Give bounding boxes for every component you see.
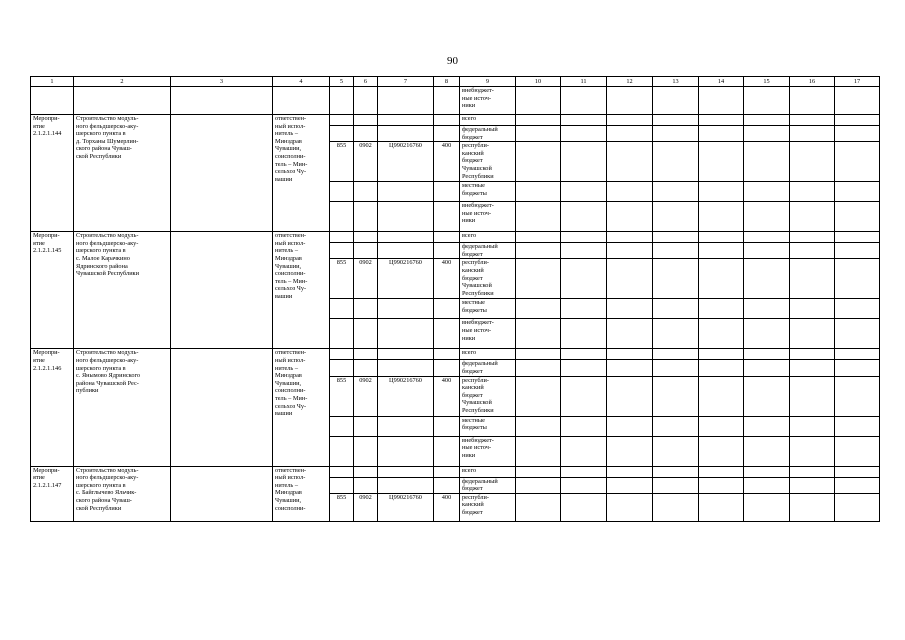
csr-code: Ц990216760 xyxy=(378,376,434,416)
event-title: Строительство модуль- ного фельдшерско-аку- шерского пункта в с. Янымово Ядринского района Чувашской Рес- публики xyxy=(74,349,171,466)
empty-cell xyxy=(74,87,171,115)
empty-cell xyxy=(330,477,354,493)
empty-cell xyxy=(744,232,790,243)
empty-cell xyxy=(835,182,880,202)
column-header: 2 xyxy=(74,77,171,87)
rzpr-code: 0902 xyxy=(354,493,378,521)
empty-cell xyxy=(561,466,607,477)
empty-cell xyxy=(516,493,561,521)
empty-cell xyxy=(516,319,561,349)
empty-cell xyxy=(434,232,460,243)
event-code: Меропри- ятие 2.1.2.1.147 xyxy=(31,466,74,521)
empty-cell xyxy=(653,436,699,466)
empty-cell xyxy=(744,202,790,232)
rzpr-code: 0902 xyxy=(354,376,378,416)
empty-cell xyxy=(561,126,607,142)
empty-cell xyxy=(835,349,880,360)
column-header: 7 xyxy=(378,77,434,87)
empty-cell xyxy=(378,126,434,142)
funding-source: всего xyxy=(460,349,516,360)
empty-cell xyxy=(790,466,835,477)
empty-cell xyxy=(378,477,434,493)
empty-cell xyxy=(354,349,378,360)
empty-cell xyxy=(607,202,653,232)
funding-source: республи- канский бюджет Чувашской Республики xyxy=(460,376,516,416)
empty-cell xyxy=(516,259,561,299)
empty-cell xyxy=(607,126,653,142)
grbs-code: 855 xyxy=(330,259,354,299)
empty-cell xyxy=(653,87,699,115)
empty-cell xyxy=(31,87,74,115)
empty-cell xyxy=(653,493,699,521)
empty-cell xyxy=(790,477,835,493)
vr-code: 400 xyxy=(434,259,460,299)
empty-cell xyxy=(434,436,460,466)
empty-cell xyxy=(607,182,653,202)
empty-cell xyxy=(653,376,699,416)
empty-cell xyxy=(699,182,744,202)
empty-cell xyxy=(790,202,835,232)
empty-cell xyxy=(561,493,607,521)
empty-cell xyxy=(835,416,880,436)
empty-cell xyxy=(378,243,434,259)
empty-cell xyxy=(561,376,607,416)
event-title: Строительство модуль- ного фельдшерско-аку- шерского пункта в д. Торханы Шумерлин- ского района Чуваш- ской Республики xyxy=(74,115,171,232)
funding-source: внебюджет- ные источ- ники xyxy=(460,436,516,466)
empty-cell xyxy=(835,115,880,126)
empty-cell xyxy=(744,319,790,349)
empty-cell xyxy=(330,416,354,436)
empty-cell xyxy=(835,259,880,299)
empty-cell xyxy=(330,115,354,126)
empty-cell xyxy=(354,466,378,477)
empty-cell xyxy=(607,360,653,376)
empty-cell xyxy=(699,436,744,466)
empty-cell xyxy=(790,115,835,126)
empty-cell xyxy=(561,319,607,349)
empty-cell xyxy=(330,243,354,259)
empty-cell xyxy=(699,416,744,436)
column-header: 14 xyxy=(699,77,744,87)
empty-cell xyxy=(653,232,699,243)
empty-cell xyxy=(561,436,607,466)
empty-cell xyxy=(790,243,835,259)
empty-cell xyxy=(744,416,790,436)
empty-cell xyxy=(378,202,434,232)
empty-cell xyxy=(699,232,744,243)
empty-cell xyxy=(744,466,790,477)
executor: ответствен- ный испол- нитель – Минздрав Чувашии, соисполни- xyxy=(273,466,330,521)
empty-cell xyxy=(699,126,744,142)
column-header: 15 xyxy=(744,77,790,87)
empty-cell xyxy=(516,360,561,376)
funding-source: всего xyxy=(460,466,516,477)
empty-cell xyxy=(330,182,354,202)
empty-cell xyxy=(378,349,434,360)
column-header: 8 xyxy=(434,77,460,87)
empty-cell xyxy=(653,477,699,493)
empty-cell xyxy=(434,115,460,126)
empty-cell xyxy=(653,349,699,360)
event-title: Строительство модуль- ного фельдшерско-аку- шерского пункта в с. Малое Карачкино Ядринского района Чувашской Республики xyxy=(74,232,171,349)
empty-cell xyxy=(330,299,354,319)
column-header: 12 xyxy=(607,77,653,87)
empty-cell xyxy=(835,477,880,493)
empty-cell xyxy=(516,182,561,202)
empty-cell xyxy=(273,87,330,115)
empty-cell xyxy=(607,115,653,126)
empty-cell xyxy=(653,115,699,126)
empty-cell xyxy=(378,416,434,436)
column-header: 4 xyxy=(273,77,330,87)
empty-cell xyxy=(607,142,653,182)
empty-cell xyxy=(516,376,561,416)
empty-cell xyxy=(835,87,880,115)
empty-cell xyxy=(744,182,790,202)
empty-cell xyxy=(835,436,880,466)
column-header: 6 xyxy=(354,77,378,87)
empty-cell xyxy=(516,349,561,360)
empty-cell xyxy=(354,232,378,243)
grbs-code: 855 xyxy=(330,376,354,416)
funding-source: республи- канский бюджет xyxy=(460,493,516,521)
empty-cell xyxy=(653,243,699,259)
empty-cell xyxy=(561,142,607,182)
empty-cell xyxy=(835,299,880,319)
funding-source: местные бюджеты xyxy=(460,182,516,202)
empty-cell xyxy=(354,115,378,126)
empty-cell xyxy=(171,232,273,349)
empty-cell xyxy=(516,243,561,259)
empty-cell xyxy=(653,466,699,477)
empty-cell xyxy=(790,436,835,466)
empty-cell xyxy=(378,115,434,126)
column-header: 13 xyxy=(653,77,699,87)
empty-cell xyxy=(561,299,607,319)
empty-cell xyxy=(561,182,607,202)
empty-cell xyxy=(835,126,880,142)
vr-code: 400 xyxy=(434,376,460,416)
empty-cell xyxy=(354,436,378,466)
empty-cell xyxy=(744,376,790,416)
empty-cell xyxy=(330,436,354,466)
empty-cell xyxy=(561,243,607,259)
csr-code: Ц990216760 xyxy=(378,493,434,521)
empty-cell xyxy=(835,142,880,182)
empty-cell xyxy=(354,299,378,319)
column-header: 9 xyxy=(460,77,516,87)
column-header: 17 xyxy=(835,77,880,87)
empty-cell xyxy=(434,466,460,477)
empty-cell xyxy=(607,376,653,416)
empty-cell xyxy=(744,349,790,360)
empty-cell xyxy=(607,477,653,493)
empty-cell xyxy=(744,115,790,126)
empty-cell xyxy=(434,182,460,202)
empty-cell xyxy=(171,115,273,232)
empty-cell xyxy=(744,493,790,521)
empty-cell xyxy=(744,126,790,142)
funding-source: всего xyxy=(460,115,516,126)
empty-cell xyxy=(330,360,354,376)
funding-source: внебюджет- ные источ- ники xyxy=(460,202,516,232)
empty-cell xyxy=(607,349,653,360)
empty-cell xyxy=(653,319,699,349)
empty-cell xyxy=(171,349,273,466)
empty-cell xyxy=(330,349,354,360)
empty-cell xyxy=(699,477,744,493)
empty-cell xyxy=(434,416,460,436)
empty-cell xyxy=(434,126,460,142)
table-row xyxy=(31,466,880,477)
empty-cell xyxy=(516,436,561,466)
event-title: Строительство модуль- ного фельдшерско-аку- шерского пункта в с. Байглычево Яльчик- ского района Чуваш- ской Республики xyxy=(74,466,171,521)
empty-cell xyxy=(653,142,699,182)
empty-cell xyxy=(835,243,880,259)
empty-cell xyxy=(699,202,744,232)
empty-cell xyxy=(790,182,835,202)
vr-code: 400 xyxy=(434,142,460,182)
empty-cell xyxy=(434,243,460,259)
empty-cell xyxy=(516,299,561,319)
empty-cell xyxy=(653,416,699,436)
grbs-code: 855 xyxy=(330,493,354,521)
vr-code: 400 xyxy=(434,493,460,521)
empty-cell xyxy=(744,142,790,182)
empty-cell xyxy=(607,319,653,349)
csr-code: Ц990216760 xyxy=(378,142,434,182)
empty-cell xyxy=(744,299,790,319)
empty-cell xyxy=(516,232,561,243)
empty-cell xyxy=(653,299,699,319)
empty-cell xyxy=(790,360,835,376)
empty-cell xyxy=(354,416,378,436)
empty-cell xyxy=(561,416,607,436)
executor: ответствен- ный испол- нитель – Минздрав Чувашии, соисполни- тель – Мин- сельхоз Чу- вашии xyxy=(273,232,330,349)
empty-cell xyxy=(561,202,607,232)
event-code: Меропри- ятие 2.1.2.1.146 xyxy=(31,349,74,466)
empty-cell xyxy=(835,360,880,376)
empty-cell xyxy=(561,87,607,115)
empty-cell xyxy=(835,232,880,243)
empty-cell xyxy=(790,142,835,182)
funding-source: федеральный бюджет xyxy=(460,360,516,376)
empty-cell xyxy=(561,360,607,376)
event-code: Меропри- ятие 2.1.2.1.145 xyxy=(31,232,74,349)
empty-cell xyxy=(790,416,835,436)
empty-cell xyxy=(607,87,653,115)
empty-cell xyxy=(516,126,561,142)
executor: ответствен- ный испол- нитель – Минздрав Чувашии, соисполни- тель – Мин- сельхоз Чу- вашии xyxy=(273,115,330,232)
page-number: 90 xyxy=(447,55,458,67)
empty-cell xyxy=(653,259,699,299)
table-row xyxy=(31,349,880,360)
empty-cell xyxy=(835,319,880,349)
empty-cell xyxy=(835,202,880,232)
column-header: 3 xyxy=(171,77,273,87)
empty-cell xyxy=(516,87,561,115)
empty-cell xyxy=(699,376,744,416)
empty-cell xyxy=(171,466,273,521)
empty-cell xyxy=(561,115,607,126)
empty-cell xyxy=(699,466,744,477)
funding-source: республи- канский бюджет Чувашской Республики xyxy=(460,142,516,182)
table-row xyxy=(31,232,880,243)
empty-cell xyxy=(354,182,378,202)
empty-cell xyxy=(378,299,434,319)
header-row xyxy=(31,77,880,87)
empty-cell xyxy=(744,87,790,115)
funding-source: республи- канский бюджет Чувашской Республики xyxy=(460,259,516,299)
empty-cell xyxy=(434,319,460,349)
empty-cell xyxy=(434,360,460,376)
empty-cell xyxy=(699,299,744,319)
table-row xyxy=(31,115,880,126)
event-code: Меропри- ятие 2.1.2.1.144 xyxy=(31,115,74,232)
empty-cell xyxy=(434,299,460,319)
empty-cell xyxy=(607,416,653,436)
empty-cell xyxy=(607,243,653,259)
empty-cell xyxy=(744,477,790,493)
empty-cell xyxy=(378,360,434,376)
executor: ответствен- ный испол- нитель – Минздрав Чувашии, соисполни- тель – Мин- сельхоз Чу- вашии xyxy=(273,349,330,466)
empty-cell xyxy=(653,202,699,232)
empty-cell xyxy=(790,376,835,416)
empty-cell xyxy=(699,87,744,115)
empty-cell xyxy=(561,259,607,299)
empty-cell xyxy=(607,466,653,477)
csr-code: Ц990216760 xyxy=(378,259,434,299)
empty-cell xyxy=(699,493,744,521)
empty-cell xyxy=(744,259,790,299)
empty-cell xyxy=(607,299,653,319)
empty-cell xyxy=(516,466,561,477)
empty-cell xyxy=(330,202,354,232)
empty-cell xyxy=(378,436,434,466)
empty-cell xyxy=(516,477,561,493)
empty-cell xyxy=(835,376,880,416)
empty-cell xyxy=(790,232,835,243)
funding-source: федеральный бюджет xyxy=(460,243,516,259)
empty-cell xyxy=(699,349,744,360)
funding-source: внебюджет- ные источ- ники xyxy=(460,319,516,349)
empty-cell xyxy=(790,126,835,142)
empty-cell xyxy=(330,232,354,243)
funding-source: внебюджет- ные источ- ники xyxy=(460,87,516,115)
empty-cell xyxy=(434,202,460,232)
empty-cell xyxy=(653,360,699,376)
empty-cell xyxy=(607,259,653,299)
column-header: 11 xyxy=(561,77,607,87)
empty-cell xyxy=(561,349,607,360)
empty-cell xyxy=(354,126,378,142)
empty-cell xyxy=(434,349,460,360)
empty-cell xyxy=(354,360,378,376)
empty-cell xyxy=(378,232,434,243)
empty-cell xyxy=(790,319,835,349)
budget-table xyxy=(30,76,880,522)
empty-cell xyxy=(516,202,561,232)
empty-cell xyxy=(835,466,880,477)
empty-cell xyxy=(653,182,699,202)
empty-cell xyxy=(790,87,835,115)
empty-cell xyxy=(378,87,434,115)
empty-cell xyxy=(516,115,561,126)
funding-source: всего xyxy=(460,232,516,243)
empty-cell xyxy=(330,87,354,115)
empty-cell xyxy=(744,243,790,259)
funding-source: федеральный бюджет xyxy=(460,477,516,493)
empty-cell xyxy=(354,87,378,115)
rzpr-code: 0902 xyxy=(354,259,378,299)
empty-cell xyxy=(790,259,835,299)
empty-cell xyxy=(699,115,744,126)
empty-cell xyxy=(171,87,273,115)
empty-cell xyxy=(561,477,607,493)
empty-cell xyxy=(378,466,434,477)
empty-cell xyxy=(699,319,744,349)
empty-cell xyxy=(354,477,378,493)
empty-cell xyxy=(330,466,354,477)
empty-cell xyxy=(699,243,744,259)
empty-cell xyxy=(378,182,434,202)
empty-cell xyxy=(561,232,607,243)
empty-cell xyxy=(653,126,699,142)
funding-source: местные бюджеты xyxy=(460,416,516,436)
empty-cell xyxy=(516,142,561,182)
empty-cell xyxy=(790,349,835,360)
empty-cell xyxy=(434,87,460,115)
empty-cell xyxy=(699,259,744,299)
empty-cell xyxy=(744,436,790,466)
empty-cell xyxy=(835,493,880,521)
column-header: 5 xyxy=(330,77,354,87)
empty-cell xyxy=(354,202,378,232)
empty-cell xyxy=(434,477,460,493)
empty-cell xyxy=(607,232,653,243)
empty-cell xyxy=(378,319,434,349)
empty-cell xyxy=(744,360,790,376)
empty-cell xyxy=(330,319,354,349)
continuation-row xyxy=(31,87,880,115)
empty-cell xyxy=(790,493,835,521)
rzpr-code: 0902 xyxy=(354,142,378,182)
empty-cell xyxy=(516,416,561,436)
funding-source: местные бюджеты xyxy=(460,299,516,319)
empty-cell xyxy=(790,299,835,319)
empty-cell xyxy=(699,142,744,182)
empty-cell xyxy=(330,126,354,142)
empty-cell xyxy=(607,493,653,521)
column-header: 1 xyxy=(31,77,74,87)
funding-source: федеральный бюджет xyxy=(460,126,516,142)
grbs-code: 855 xyxy=(330,142,354,182)
empty-cell xyxy=(699,360,744,376)
column-header: 16 xyxy=(790,77,835,87)
empty-cell xyxy=(607,436,653,466)
empty-cell xyxy=(354,243,378,259)
empty-cell xyxy=(354,319,378,349)
column-header: 10 xyxy=(516,77,561,87)
